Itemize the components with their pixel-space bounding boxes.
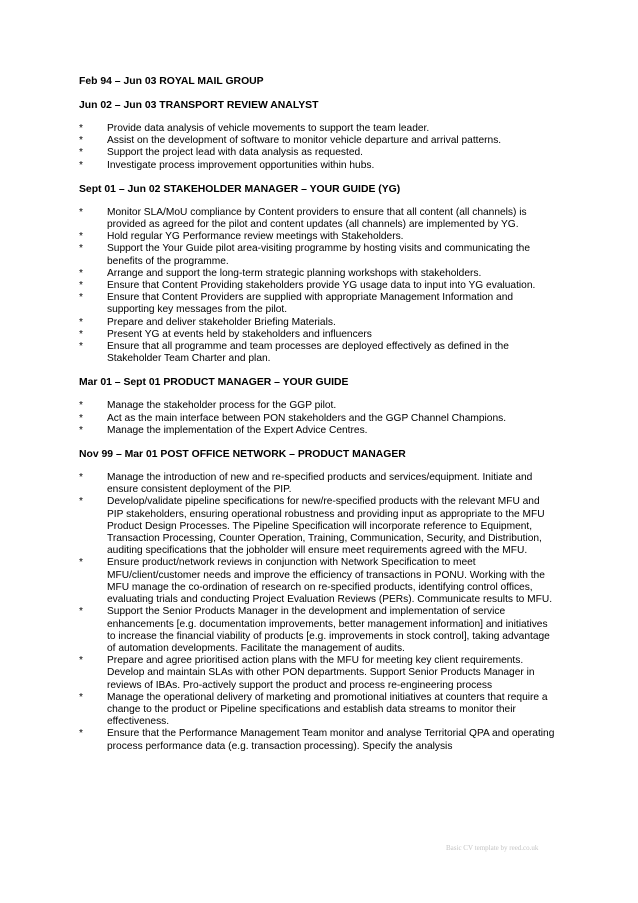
list-item-text: Arrange and support the long-term strategic planning workshops with stakeholders.	[107, 267, 482, 279]
list-item-text: Prepare and agree prioritised action plans with the MFU for meeting key client requirements. Develop and maintain SLAs with other PON departments. Support Senior Products Manager in reviews of IBAs. Pro-actively support the product and process re-engineering process	[107, 655, 535, 691]
list-item	[79, 231, 557, 243]
list-item	[79, 400, 557, 412]
bullet: *	[79, 231, 83, 243]
list-item	[79, 557, 557, 606]
section-product-manager-your-guide	[79, 376, 557, 437]
list-item	[79, 147, 557, 159]
list-item	[79, 243, 557, 267]
section-stakeholder-manager	[79, 183, 557, 366]
list-item	[79, 496, 557, 557]
list-item	[79, 655, 557, 692]
list-item-text: Monitor SLA/MoU compliance by Content providers to ensure that all content (all channels) is provided as agreed for the pilot and content updates (all channels) are implemented by YG.	[107, 206, 527, 231]
list-item	[79, 160, 557, 172]
bullet: *	[79, 328, 83, 340]
bullet: *	[79, 280, 83, 292]
bullet-list	[79, 400, 557, 437]
bullet-list	[79, 472, 557, 753]
bullet-list	[79, 207, 557, 366]
list-item-text: Investigate process improvement opportunities within hubs.	[107, 159, 375, 171]
list-item	[79, 606, 557, 655]
section-heading: Sept 01 – Jun 02 STAKEHOLDER MANAGER – YOUR GUIDE (YG)	[79, 183, 401, 195]
bullet: *	[79, 341, 83, 353]
bullet: *	[79, 606, 83, 618]
list-item	[79, 123, 557, 135]
list-item	[79, 425, 557, 437]
section-royal-mail-group	[79, 75, 557, 88]
list-item	[79, 268, 557, 280]
list-item-text: Ensure product/network reviews in conjunction with Network Specification to meet MFU/client/customer needs and improve the efficiency of transactions in PONU. Working with the MFU manage the co-ordination of research on re-specified products, identifying control offices, evaluating trials and conducting Project Evaluation Reviews (PERs). Communicate results to MFU.	[107, 557, 553, 606]
list-item-text: Support the Senior Products Manager in the development and implementation of service enhancements [e.g. documentation improvements, better management information] and initiatives to increase the financial viability of products [e.g. improvements in stock control], taking advantage of automation developments. Facilitate the management of audits.	[107, 606, 550, 654]
list-item-text: Manage the stakeholder process for the GGP pilot.	[107, 400, 337, 412]
list-item	[79, 472, 557, 496]
list-item	[79, 135, 557, 147]
bullet: *	[79, 496, 83, 508]
list-item	[79, 292, 557, 316]
section-heading: Feb 94 – Jun 03 ROYAL MAIL GROUP	[79, 76, 264, 87]
list-item-text: Manage the introduction of new and re-specified products and services/equipment. Initiate and ensure consistent deployment of the PIP.	[107, 472, 533, 496]
list-item-text: Ensure that the Performance Management Team monitor and analyse Territorial QPA and operating process performance data (e.g. transaction processing). Specify the analysis	[107, 728, 555, 752]
list-item-text: Ensure that Content Providers are supplied with appropriate Management Information and supporting key messages from the pilot.	[107, 292, 514, 316]
list-item-text: Present YG at events held by stakeholders and influencers	[107, 328, 372, 340]
section-heading: Mar 01 – Sept 01 PRODUCT MANAGER – YOUR GUIDE	[79, 377, 349, 389]
bullet: *	[79, 472, 83, 484]
list-item	[79, 413, 557, 425]
list-item	[79, 317, 557, 329]
bullet: *	[79, 292, 83, 304]
section-heading: Jun 02 – Jun 03 TRANSPORT REVIEW ANALYST	[79, 100, 319, 111]
list-item-text: Ensure that Content Providing stakeholders provide YG usage data to input into YG evaluation.	[107, 280, 536, 292]
list-item-text: Develop/validate pipeline specifications for new/re-specified products with the relevant MFU and PIP stakeholders, ensuring operational robustness and providing input as appropriate to the MFU Product Design Processes. The Pipeline Specification will incorporate reference to Equipment, Transaction Processing, Counter Operation, Training, Communication, Security, and Distribution, auditing specifications that the jobholder will ensure meet requirements agreed with the MFU.	[107, 496, 545, 557]
bullet: *	[79, 412, 83, 424]
list-item-text: Manage the implementation of the Expert Advice Centres.	[107, 424, 368, 436]
bullet: *	[79, 691, 83, 703]
bullet: *	[79, 316, 83, 328]
bullet: *	[79, 400, 83, 412]
bullet: *	[79, 159, 83, 171]
cv-page	[79, 75, 557, 753]
bullet: *	[79, 728, 83, 740]
list-item	[79, 728, 557, 752]
bullet: *	[79, 267, 83, 279]
bullet: *	[79, 424, 83, 436]
list-item	[79, 692, 557, 729]
section-heading: Nov 99 – Mar 01 POST OFFICE NETWORK – PRODUCT MANAGER	[79, 449, 406, 461]
bullet: *	[79, 135, 83, 147]
list-item	[79, 329, 557, 341]
list-item-text: Manage the operational delivery of marketing and promotional initiatives at counters that require a change to the product or Pipeline specifications and establish data streams to monitor their effectiveness.	[107, 691, 548, 728]
list-item-text: Support the project lead with data analysis as requested.	[107, 147, 363, 159]
bullet: *	[79, 147, 83, 159]
bullet: *	[79, 655, 83, 667]
bullet: *	[79, 123, 83, 134]
template-credit: Basic CV template by reed.co.uk	[446, 844, 539, 852]
bullet-list	[79, 123, 557, 172]
list-item-text: Support the Your Guide pilot area-visiting programme by hosting visits and communicating the benefits of the programme.	[107, 243, 531, 267]
section-transport-review-analyst	[79, 99, 557, 172]
bullet: *	[79, 243, 83, 255]
bullet: *	[79, 557, 83, 569]
bullet: *	[79, 206, 83, 218]
list-item-text: Act as the main interface between PON stakeholders and the GGP Channel Champions.	[107, 412, 507, 424]
list-item-text: Hold regular YG Performance review meetings with Stakeholders.	[107, 231, 404, 243]
list-item-text: Assist on the development of software to monitor vehicle departure and arrival patterns.	[107, 135, 502, 147]
list-item	[79, 280, 557, 292]
section-post-office-network	[79, 448, 557, 753]
list-item	[79, 341, 557, 365]
list-item-text: Ensure that all programme and team processes are deployed effectively as defined in the Stakeholder Team Charter and plan.	[107, 341, 509, 365]
list-item-text: Provide data analysis of vehicle movements to support the team leader.	[107, 123, 430, 134]
list-item	[79, 207, 557, 231]
list-item-text: Prepare and deliver stakeholder Briefing Materials.	[107, 316, 336, 328]
